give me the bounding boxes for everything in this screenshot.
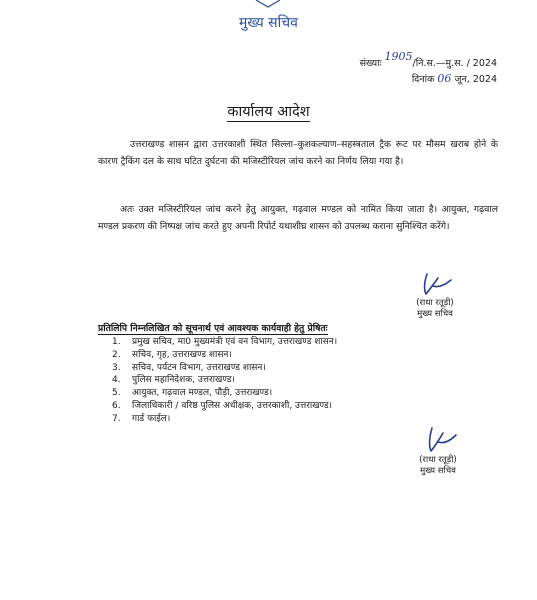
copy-to-item (112, 349, 337, 362)
handwritten-signature-icon (405, 270, 465, 298)
copy-to-item (112, 374, 337, 387)
signatory-designation: मुख्य सचिव (420, 466, 456, 476)
copy-to-item-number: 6. (112, 400, 121, 411)
copy-to-item (112, 362, 337, 375)
copy-to-item (112, 400, 337, 413)
copy-to-item-number: 4. (112, 375, 121, 386)
copy-to-list (112, 336, 337, 426)
copy-to-item-text: सचिव, गृह, उत्तराखण्ड शासन। (132, 349, 232, 360)
ref-label: संख्याः (359, 58, 382, 69)
copy-to-item-number: 7. (112, 413, 121, 424)
date-label: दिनांक (411, 74, 435, 85)
reference-number (359, 50, 497, 69)
document-title: कार्यालय आदेश (227, 104, 310, 120)
signatory-designation: मुख्य सचिव (417, 309, 453, 319)
issue-date (412, 72, 497, 85)
body-paragraph-1: उत्तराखण्ड शासन द्वारा उत्तरकाशी स्थित सिल्ला–कुशकल्याण–सहस्त्रताल ट्रैक रूट पर मौसम खराब होने के कारण ट्रैकिंग दल के साथ घटित दुर्घटना की मजिस्टीरियल जांच करने का निर्णय लिया गया है। (98, 139, 498, 167)
ref-suffix: /नि.स.—मु.स. / 2024 (412, 58, 497, 69)
copy-to-item-text: प्रमुख सचिव, मा0 मुख्यमंत्री एवं वन विभाग, उत्तराखण्ड शासन। (132, 337, 338, 347)
copy-to-heading: प्रतिलिपि निम्नलिखित को सूचनार्थ एवं आवश्यक कार्यवाही हेतु प्रेषितः (98, 323, 328, 334)
signature-block-2 (383, 425, 493, 477)
body-paragraph-2: अतः उक्त मजिस्टीरियल जांच करने हेतु आयुक्त, गढ़वाल मण्डल को नामित किया जाता है। आयुक्त, गढ़वाल मण्डल प्रकरण की निष्पक्ष जांच करते हुए अपनी रिपोर्ट यथाशीघ्र शासन को उपलब्ध कराना सुनिश्चित करेंगे। (98, 204, 498, 232)
date-month-year: जून, 2024 (454, 74, 497, 85)
signature-block-1 (380, 270, 490, 320)
handwritten-signature-icon (408, 425, 468, 455)
copy-to-item-number: 2. (112, 349, 121, 360)
signatory-name: (राधा रतूड़ी) (419, 455, 457, 465)
ref-handwritten-number: 1905 (384, 50, 413, 63)
issuer-title: मुख्य सचिव (239, 15, 298, 31)
signatory-name: (राधा रतूड़ी) (416, 298, 454, 308)
copy-to-item-text: सचिव, पर्यटन विभाग, उत्तराखण्ड शासन। (132, 362, 266, 373)
copy-to-item-number: 1. (112, 337, 121, 347)
copy-to-item-number: 5. (112, 388, 121, 399)
copy-to-item (112, 387, 337, 400)
emblem-icon (254, 0, 282, 8)
copy-to-item (112, 413, 337, 426)
copy-to-item-number: 3. (112, 362, 121, 373)
copy-to-item-text: आयुक्त, गढ़वाल मण्डल, पौड़ी, उत्तराखण्ड। (132, 388, 273, 399)
copy-to-item (112, 336, 337, 349)
copy-to-item-text: जिलाधिकारी / वरिष्ठ पुलिस अधीक्षक, उत्तरकाशी, उत्तराखण्ड। (132, 400, 333, 411)
copy-to-item-text: गार्ड फाईल। (132, 413, 171, 424)
copy-to-item-text: पुलिस महानिदेशक, उत्तराखण्ड। (132, 375, 235, 386)
date-handwritten-day: 06 (437, 72, 452, 85)
